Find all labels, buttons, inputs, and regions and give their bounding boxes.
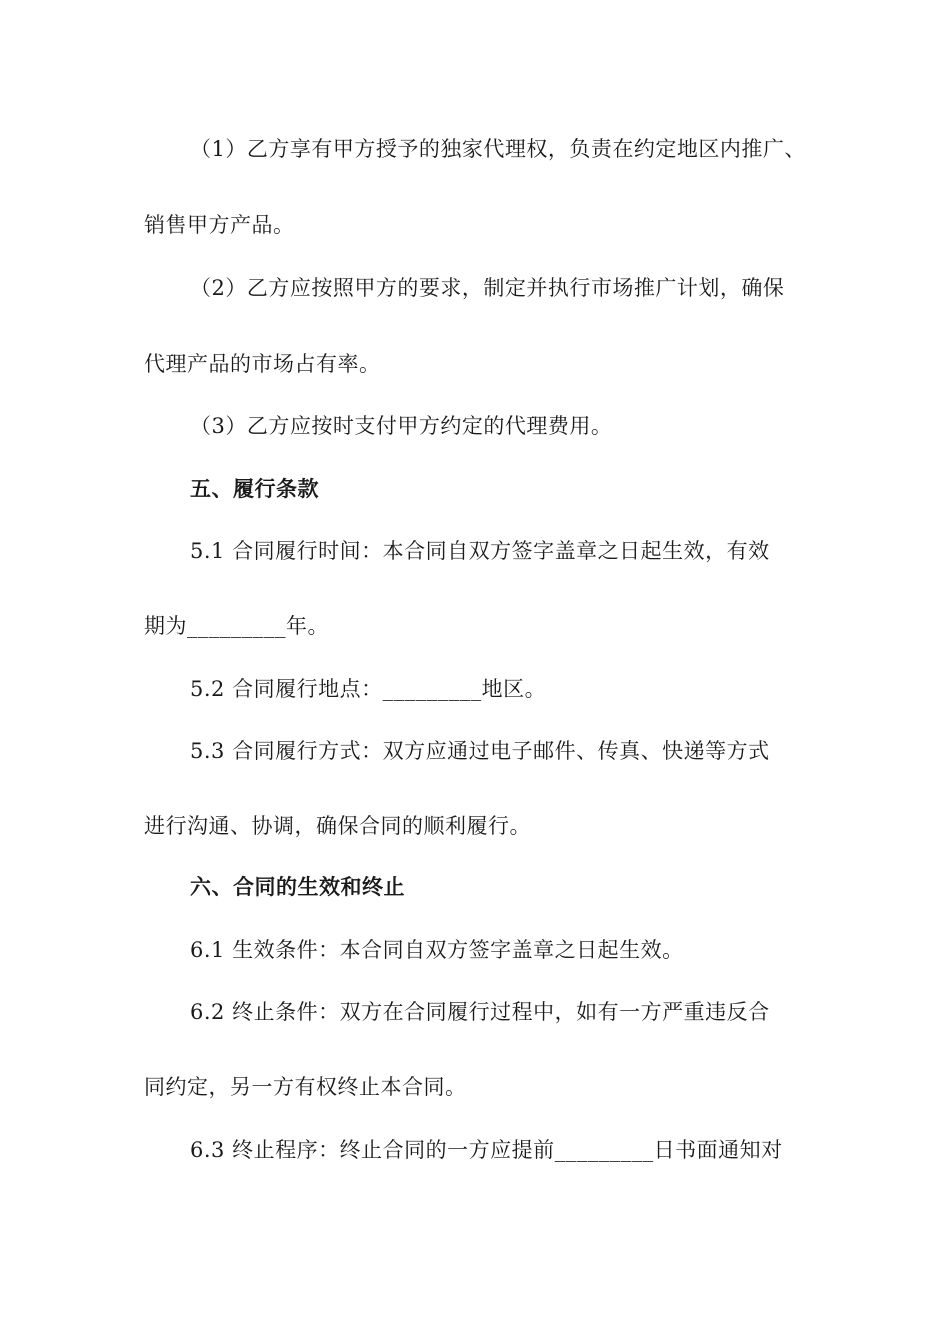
clause-4-item-2-line-1: （2）乙方应按照甲方的要求，制定并执行市场推广计划，确保	[190, 276, 785, 300]
section-5-heading: 五、履行条款	[190, 477, 319, 501]
clause-5-3-line-1: 5.3 合同履行方式：双方应通过电子邮件、传真、快递等方式	[190, 739, 770, 763]
clause-4-item-2-line-2: 代理产品的市场占有率。	[144, 352, 381, 376]
clause-6-1: 6.1 生效条件：本合同自双方签字盖章之日起生效。	[190, 938, 684, 962]
section-6-heading: 六、合同的生效和终止	[190, 875, 405, 899]
clause-5-1-line-2: 期为_________年。	[144, 614, 329, 638]
clause-6-3-line-1: 6.3 终止程序：终止合同的一方应提前_________日书面通知对	[190, 1138, 783, 1162]
clause-5-1-line-1: 5.1 合同履行时间：本合同自双方签字盖章之日起生效，有效	[190, 539, 770, 563]
clause-6-2-line-2: 同约定，另一方有权终止本合同。	[144, 1075, 467, 1099]
clause-4-item-1-line-2: 销售甲方产品。	[144, 213, 295, 237]
clause-6-2-line-1: 6.2 终止条件：双方在合同履行过程中，如有一方严重违反合	[190, 1000, 770, 1024]
clause-4-item-1-line-1: （1）乙方享有甲方授予的独家代理权，负责在约定地区内推广、	[190, 137, 806, 161]
clause-5-2: 5.2 合同履行地点：_________地区。	[190, 677, 547, 701]
clause-4-item-3: （3）乙方应按时支付甲方约定的代理费用。	[190, 414, 613, 438]
clause-5-3-line-2: 进行沟通、协调，确保合同的顺利履行。	[144, 814, 531, 838]
